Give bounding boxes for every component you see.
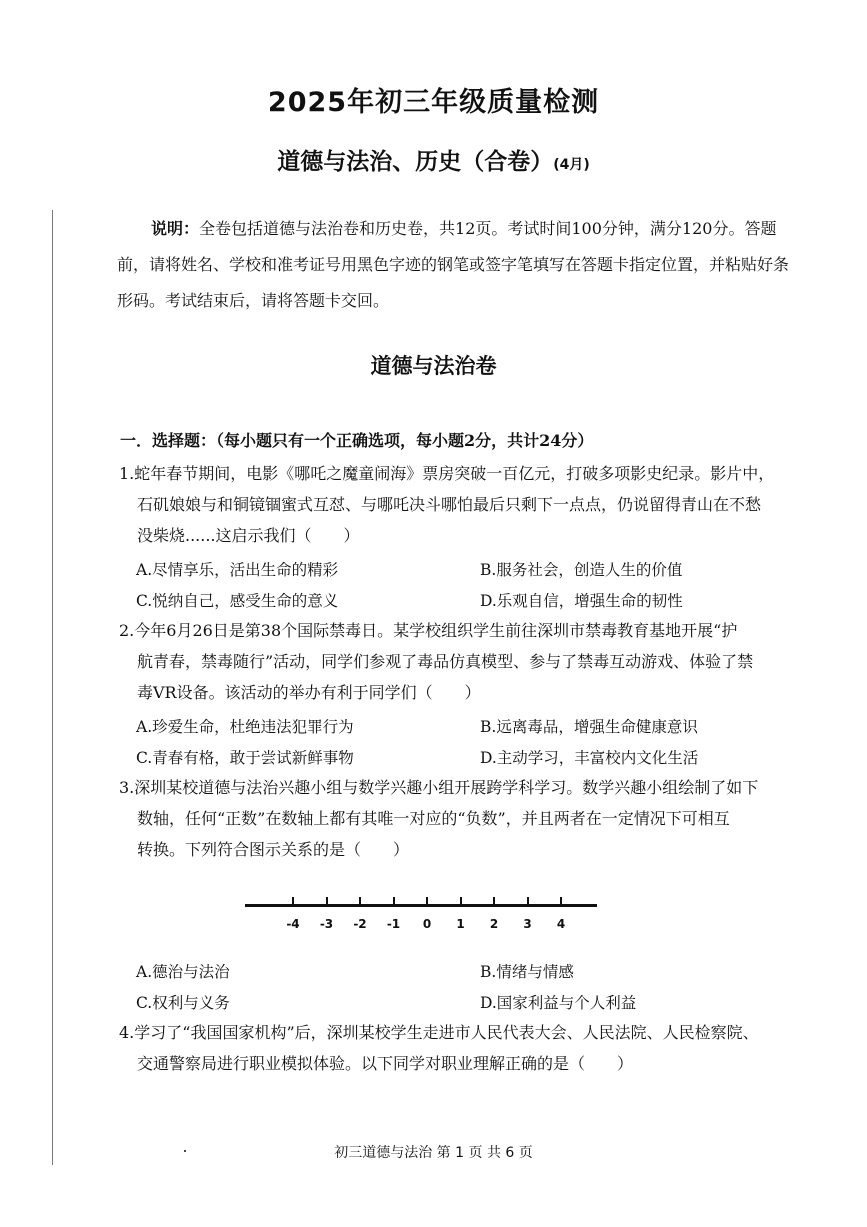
- number-line-tick-label: 3: [523, 917, 532, 931]
- question-2-option-c: C.青春有格，敢于尝试新鲜事物: [136, 749, 354, 767]
- number-line-figure: [245, 895, 605, 940]
- number-line-tick: [426, 897, 428, 906]
- question-3-line: 转换。下列符合图示关系的是（ ）: [137, 840, 410, 859]
- question-2-option-b: B.远离毒品，增强生命健康意识: [480, 718, 698, 736]
- instructions-label: 说明：: [151, 219, 200, 238]
- question-3: [119, 772, 787, 865]
- question-3-line: 3.深圳某校道德与法治兴趣小组与数学兴趣小组开展跨学科学习。数学兴趣小组绘制了如下: [119, 778, 759, 797]
- exam-subtitle: [0, 143, 867, 176]
- instructions-text: 全卷包括道德与法治卷和历史卷，共12页。考试时间100分钟，满分120分。答题前，请将姓名、学校和准考证号用黑色字迹的钢笔或签字笔填写在答题卡指定位置，并粘贴好条形码。考试结束后，请将答题卡交回。: [117, 219, 790, 310]
- question-1-line: 1.蛇年春节期间，电影《哪吒之魔童闹海》票房突破一百亿元，打破多项影史纪录。影片中，: [119, 464, 775, 483]
- number-line-tick-label: -1: [386, 917, 401, 931]
- question-2-line: 2.今年6月26日是第38个国际禁毒日。某学校组织学生前往深圳市禁毒教育基地开展“护: [119, 621, 738, 640]
- number-line-tick: [527, 897, 529, 906]
- question-3-option-d: D.国家利益与个人利益: [480, 994, 637, 1012]
- page-footer: 初三道德与法治 第 1 页 共 6 页: [334, 1145, 533, 1161]
- number-line-tick-label: -3: [319, 917, 334, 931]
- part-heading: 一．选择题：（每小题只有一个正确选项，每小题2分，共计24分）: [120, 431, 594, 450]
- scan-speck: [184, 1150, 186, 1152]
- number-line-tick: [359, 897, 361, 906]
- question-2-line: 毒VR设备。该活动的举办有利于同学们（ ）: [137, 683, 481, 702]
- question-4-line: 4.学习了“我国国家机构”后，深圳某校学生走进市人民代表大会、人民法院、人民检察院、: [119, 1023, 759, 1042]
- number-line-tick: [493, 897, 495, 906]
- question-1-option-c: C.悦纳自己，感受生命的意义: [136, 592, 339, 610]
- question-1: [119, 458, 787, 551]
- number-line-tick-label: -2: [353, 917, 367, 931]
- number-line-tick: [292, 897, 294, 906]
- number-line-tick-label: 2: [489, 917, 499, 931]
- question-1-option-d: D.乐观自信，增强生命的韧性: [480, 592, 683, 610]
- question-4-line: 交通警察局进行职业模拟体验。以下同学对职业理解正确的是（ ）: [137, 1054, 634, 1073]
- question-3-option-b: B.情绪与情感: [480, 963, 574, 981]
- question-2: [119, 615, 787, 708]
- section-title: 道德与法治卷: [370, 354, 497, 378]
- number-line-tick: [460, 897, 462, 906]
- question-3-line: 数轴，任何“正数”在数轴上都有其唯一对应的“负数”，并且两者在一定情况下可相互: [137, 809, 730, 828]
- question-3-option-c: C.权利与义务: [136, 994, 230, 1012]
- question-1-line: 没柴烧......这启示我们（ ）: [137, 526, 360, 545]
- subtitle-text: 道德与法治、历史（合卷）: [277, 149, 554, 175]
- exam-title: 2025年初三年级质量检测: [267, 87, 600, 118]
- question-1-line: 石矶娘娘与和铜镜锢蜜式互怼、与哪吒决斗哪怕最后只剩下一点点，仍说留得青山在不愁: [137, 495, 762, 514]
- question-1-option-a: A.尽情享乐，活出生命的精彩: [136, 561, 339, 579]
- exam-month: (4月): [553, 157, 590, 173]
- number-line-tick-label: 4: [556, 917, 566, 931]
- question-2-option-d: D.主动学习，丰富校内文化生活: [480, 749, 699, 767]
- number-line-tick-label: 0: [422, 917, 432, 931]
- question-3-option-a: A.德治与法治: [136, 963, 230, 981]
- question-1-option-b: B.服务社会，创造人生的价值: [480, 561, 683, 579]
- number-line-axis: [245, 904, 597, 907]
- number-line-tick: [326, 897, 328, 906]
- number-line-tick: [393, 897, 395, 906]
- number-line-tick: [560, 897, 562, 906]
- question-2-option-a: A.珍爱生命，杜绝违法犯罪行为: [136, 718, 354, 736]
- exam-instructions: [117, 211, 790, 319]
- question-2-line: 航青春，禁毒随行”活动，同学们参观了毒品仿真模型、参与了禁毒互动游戏、体验了禁: [137, 652, 754, 671]
- number-line-tick-label: 1: [456, 917, 465, 931]
- question-4: [119, 1017, 787, 1079]
- number-line-tick-label: -4: [286, 917, 300, 931]
